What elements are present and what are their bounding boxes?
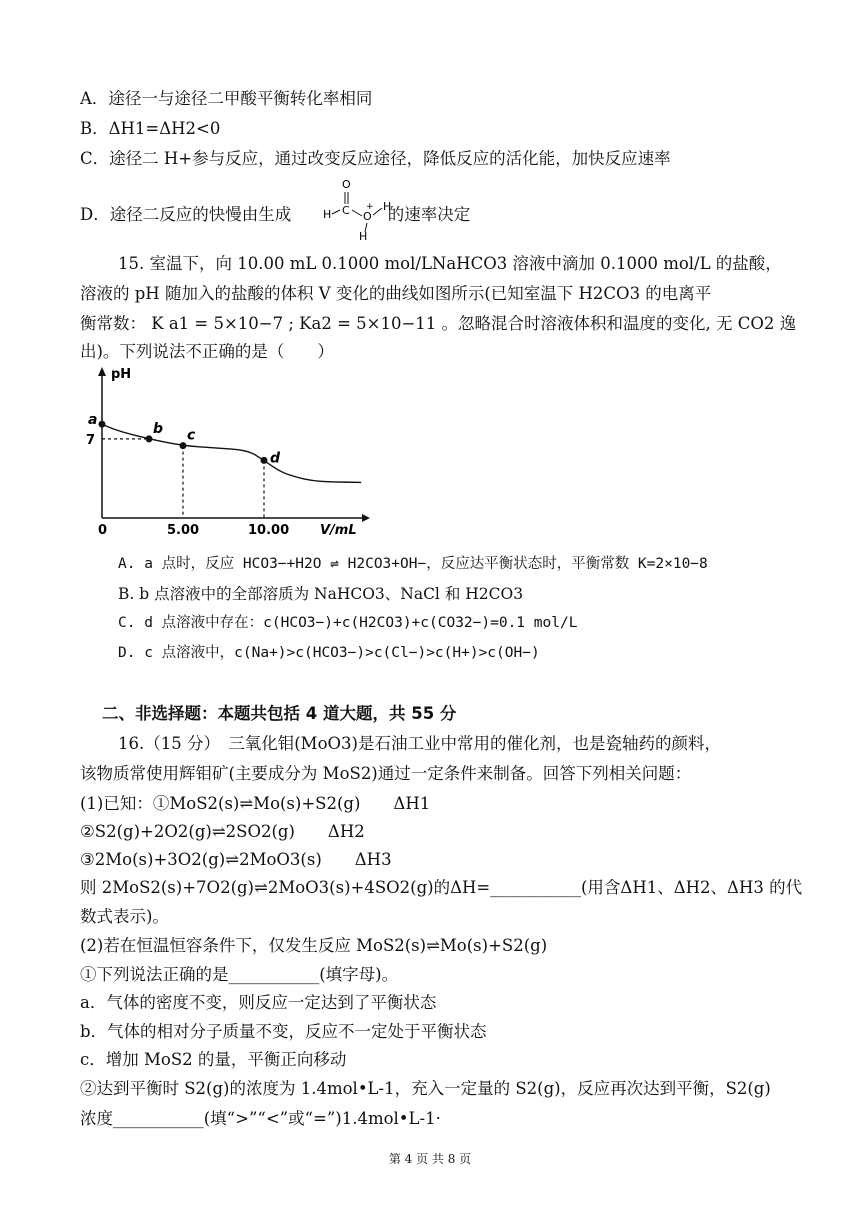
q14-option-d-suffix: 的速率决定 [387, 205, 471, 224]
point-label-c: c [187, 427, 196, 444]
x-tick-label: 10.00 [248, 523, 290, 538]
struct-label-5: H [383, 200, 392, 213]
point-b [145, 435, 152, 442]
q14-option-b: B．ΔH1=ΔH2<0 [80, 119, 221, 138]
q16-intro-1: 16.（15 分） 三氧化钼(MoO3)是石油工业中常用的催化剂，也是瓷轴药的颜料， [118, 734, 721, 753]
struct-label-2: C [342, 204, 350, 217]
q16-1-b: ②S2(g)+2O2(g)⇌2SO2(g) ΔH2 [80, 822, 365, 841]
q16-intro-2: 该物质常使用辉钼矿(主要成分为 MoS2)通过一定条件来制备。回答下列相关问题： [80, 764, 692, 783]
q14-option-d-prefix: D．途径二反应的快慢由生成 [80, 205, 292, 224]
x-axis-arrow [362, 514, 370, 522]
q15-line1: 15. 室温下，向 10.00 mL 0.1000 mol/LNaHCO3 溶液中滴加 0.1000 mol/L 的盐酸， [118, 254, 782, 273]
point-d [261, 457, 268, 464]
q16-2: (2)若在恒温恒容条件下，仅发生反应 MoS2(s)⇌Mo(s)+S2(g) [80, 936, 548, 955]
struct-label-6: H [359, 230, 368, 242]
q16-1-e: 数式表示)。 [80, 907, 169, 926]
q16-option-b: b．气体的相对分子质量不变，反应不一定处于平衡状态 [80, 1022, 487, 1041]
point-label-b: b [152, 420, 164, 437]
point-a [99, 421, 106, 428]
y-axis-label: pH [111, 367, 132, 382]
section-2-heading: 二、非选择题：本题共包括 4 道大题，共 55 分 [102, 704, 457, 723]
formic-cation-structure-drawing [320, 172, 410, 242]
q15-line3: 衡常数： K a1 = 5×10−7 ; Ka2 = 5×10−11 。忽略混合时溶液体积和温度的变化, 无 CO2 逸 [80, 314, 797, 333]
q15-option-c: C. d 点溶液中存在：c(HCO3−)+c(H2CO3)+c(CO32−)=0.1 mol/L [118, 615, 578, 631]
ph-curve [102, 424, 361, 482]
struct-label-0: O [342, 178, 351, 191]
q15-line2: 溶液的 pH 随加入的盐酸的体积 V 变化的曲线如图所示(已知室温下 H2CO3 的电离平 [80, 284, 712, 303]
q16-1-a: (1)已知：①MoS2(s)⇌Mo(s)+S2(g) ΔH1 [80, 794, 431, 813]
ph-titration-chart [80, 362, 380, 540]
x-tick-label: 5.00 [167, 523, 200, 538]
q16-option-a: a．气体的密度不变，则反应一定达到了平衡状态 [80, 993, 437, 1012]
q15-line4: 出)。下列说法不正确的是（ ） [80, 342, 334, 361]
q15-option-a: A. a 点时，反应 HCO3−+H2O ⇌ H2CO3+OH−，反应达平衡状态时，平衡常数 K=2×10−8 [118, 556, 708, 572]
q16-2-2b: 浓度___________(填“>”“<”或“=”)1.4mol•L-1· [80, 1109, 441, 1128]
q14-option-c: C．途径二 H+参与反应，通过改变反应途径，降低反应的活化能，加快反应速率 [80, 149, 671, 168]
point-label-a: a [88, 412, 98, 429]
q16-1-c: ③2Mo(s)+3O2(g)⇌2MoO3(s) ΔH3 [80, 850, 392, 869]
struct-label-4: + [366, 202, 374, 212]
q15-option-b: B. b 点溶液中的全部溶质为 NaHCO3、NaCl 和 H2CO3 [118, 585, 524, 603]
q16-option-c: c．增加 MoS2 的量，平衡正向移动 [80, 1050, 347, 1069]
y-tick-label: 7 [86, 432, 96, 448]
point-label-d: d [270, 450, 281, 467]
q14-option-d [80, 200, 470, 226]
x-axis-label: V/mL [320, 523, 357, 538]
q16-2-2a: ②达到平衡时 S2(g)的浓度为 1.4mol•L-1，充入一定量的 S2(g)，反应再次达到平衡，S2(g) [80, 1079, 771, 1098]
struct-label-1: H [323, 208, 332, 221]
struct-label-3: O [363, 210, 372, 223]
q15-option-d: D. c 点溶液中，c(Na+)>c(HCO3−)>c(Cl−)>c(H+)>c(OH−) [118, 645, 540, 661]
q16-1-d: 则 2MoS2(s)+7O2(g)⇌2MoO3(s)+4SO2(g)的ΔH=___________(用含ΔH1、ΔH2、ΔH3 的代 [80, 878, 803, 897]
q16-2-1: ①下列说法正确的是___________(填字母)。 [80, 965, 399, 984]
point-c [180, 442, 187, 449]
q14-option-a: A．途径一与途径二甲酸平衡转化率相同 [80, 89, 373, 108]
page-footer: 第 4 页 共 8 页 [388, 1152, 472, 1166]
y-axis-arrow [98, 367, 106, 376]
x-tick-label: 0 [98, 523, 108, 538]
